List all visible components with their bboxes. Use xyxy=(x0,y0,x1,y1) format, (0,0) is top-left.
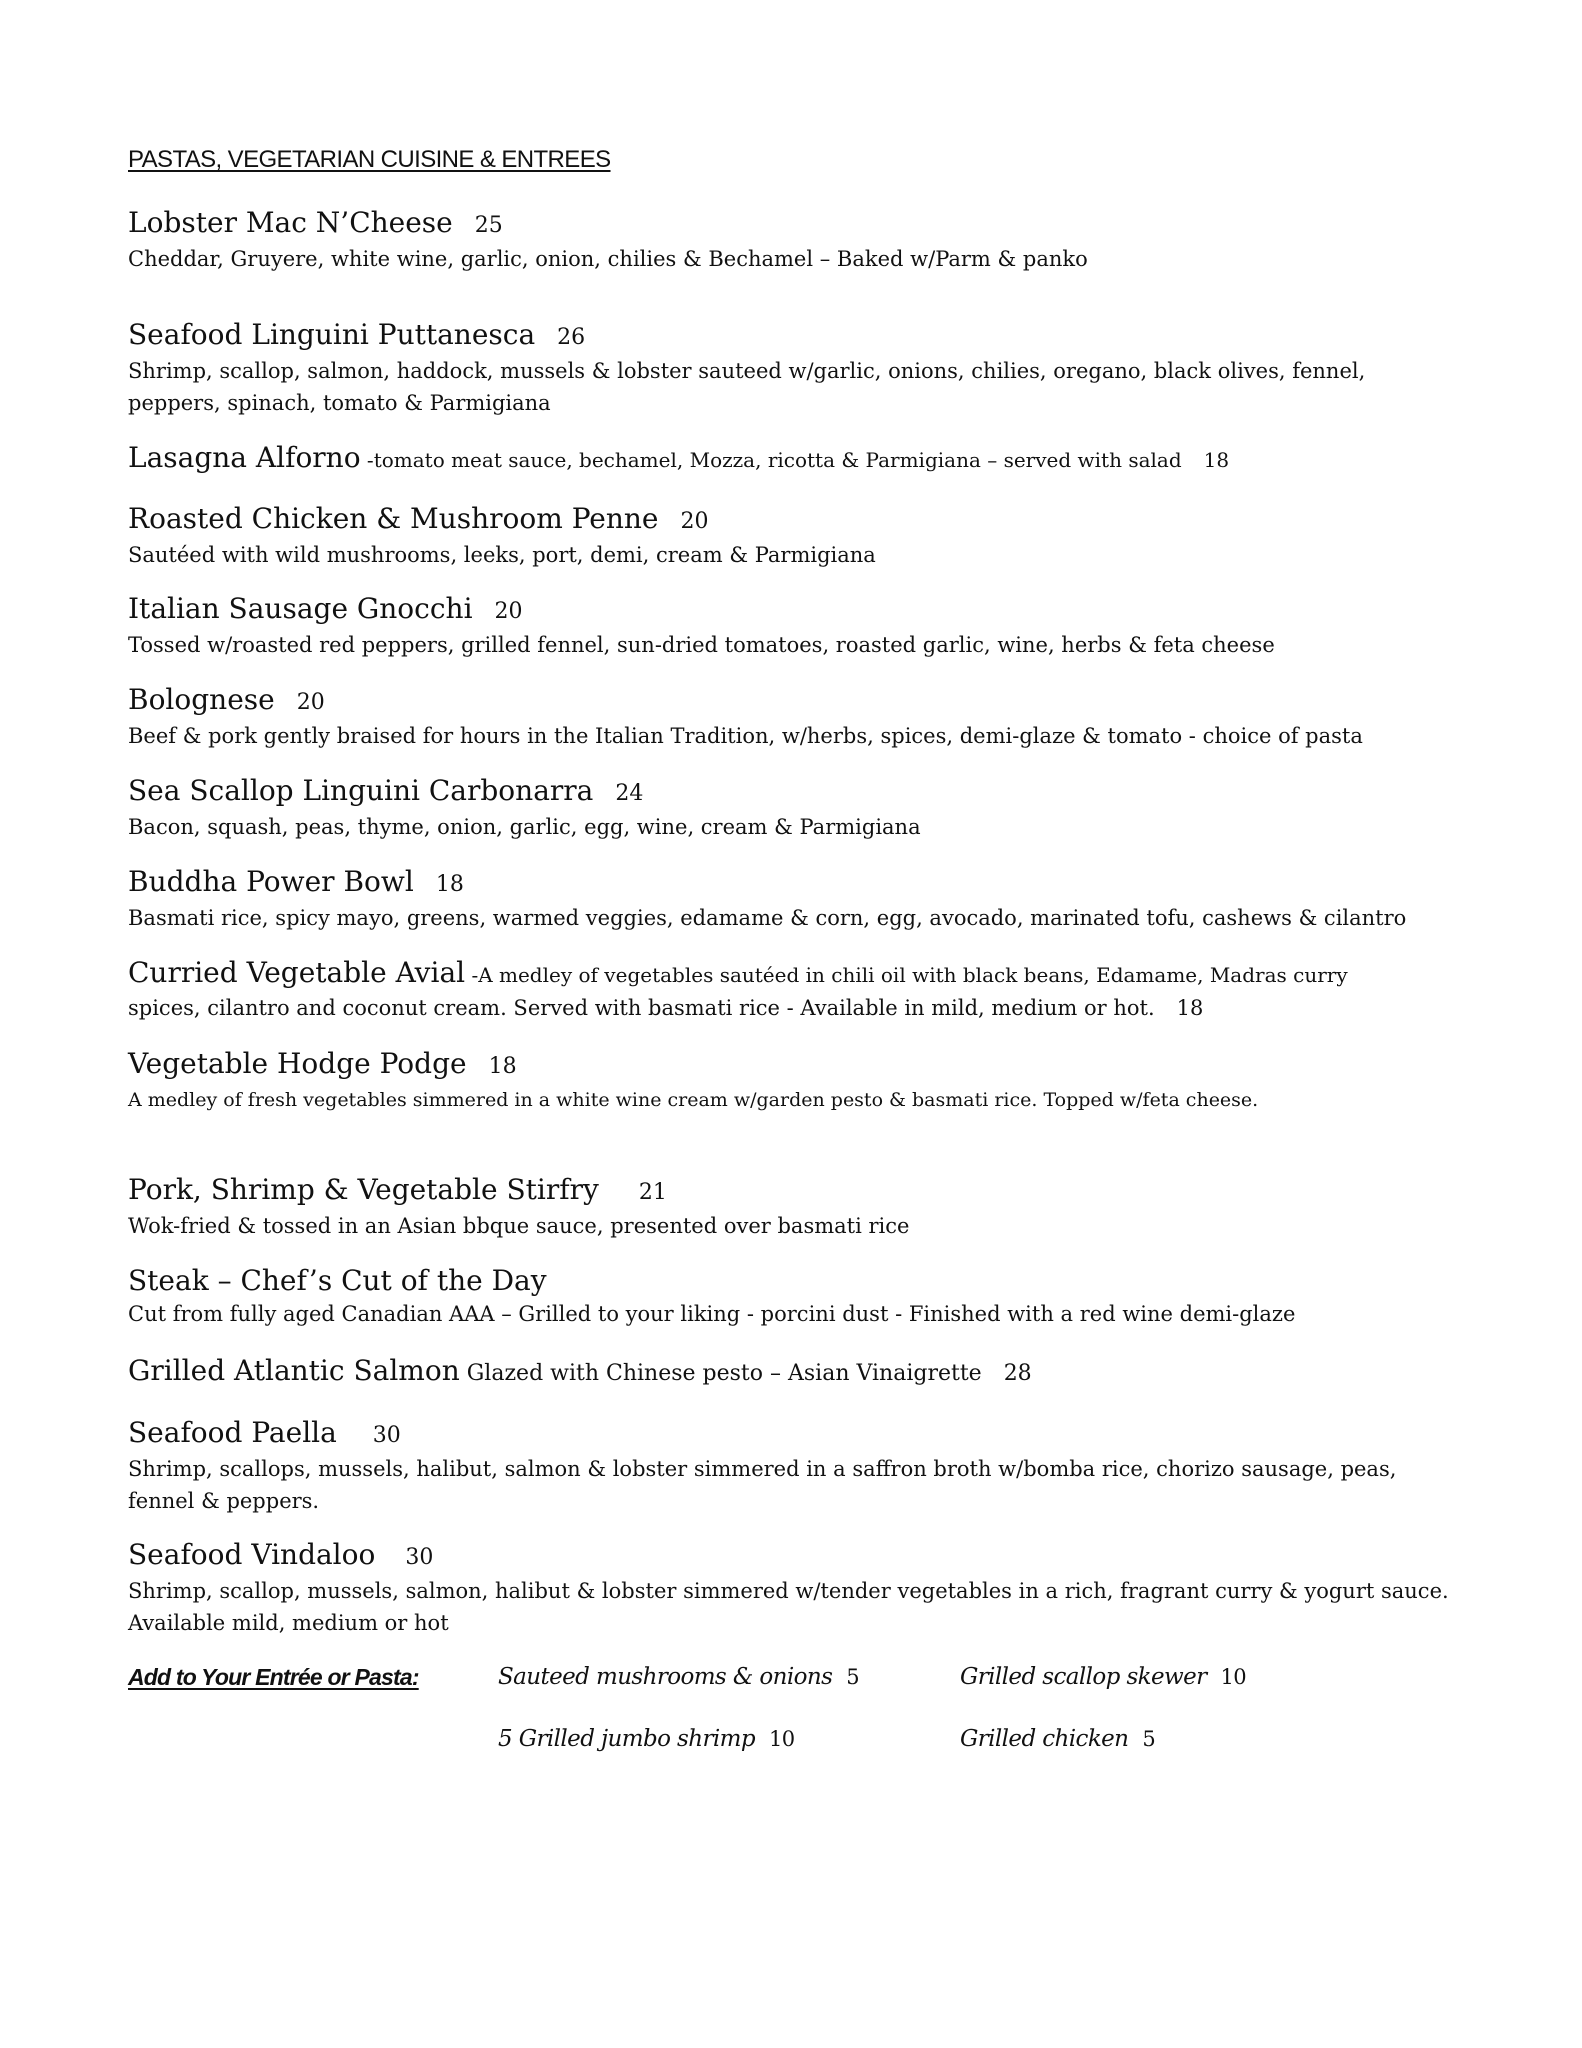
addon-name: Grilled chicken xyxy=(960,1726,1129,1752)
item-title-line xyxy=(128,206,1458,243)
item-description: Shrimp, scallops, mussels, halibut, salmon & lobster simmered in a saffron broth w/bomba rice, chorizo sausage, peas, fennel & peppers. xyxy=(128,1457,1397,1513)
item-description: Cut from fully aged Canadian AAA – Grilled to your liking - porcini dust - Finished with a red wine demi-glaze xyxy=(128,1302,1296,1326)
addon-price: 5 xyxy=(846,1665,860,1689)
menu-item xyxy=(128,502,1458,571)
item-name: Bolognese xyxy=(128,683,275,716)
item-price: 20 xyxy=(494,599,523,624)
item-name: Seafood Linguini Puttanesca xyxy=(128,318,536,351)
item-inline-description: Glazed with Chinese pesto – Asian Vinaigrette xyxy=(459,1361,982,1386)
item-description: Sautéed with wild mushrooms, leeks, port, demi, cream & Parmigiana xyxy=(128,543,876,567)
menu-item xyxy=(128,1264,1458,1330)
item-title-line xyxy=(128,774,1458,811)
item-name: Seafood Vindaloo xyxy=(128,1538,376,1571)
item-title-line xyxy=(128,1354,1458,1391)
menu-item xyxy=(128,592,1458,661)
menu-item xyxy=(128,1416,1458,1517)
addon-option xyxy=(498,1664,859,1690)
item-description: A medley of fresh vegetables simmered in a white wine cream w/garden pesto & basmati rice. Topped w/feta cheese. xyxy=(128,1089,1259,1111)
item-inline-description: -A medley of vegetables sautéed in chili oil with black beans, Edamame, Madras curry xyxy=(465,963,1348,987)
item-description: spices, cilantro and coconut cream. Served with basmati rice - Available in mild, medium or hot. xyxy=(128,996,1155,1020)
item-price: 18 xyxy=(435,872,464,897)
item-name: Lobster Mac N’Cheese xyxy=(128,206,453,239)
item-price: 30 xyxy=(372,1423,401,1448)
item-name: Seafood Paella xyxy=(128,1416,337,1449)
item-description: Basmati rice, spicy mayo, greens, warmed veggies, edamame & corn, egg, avocado, marinated tofu, cashews & cilantro xyxy=(128,906,1407,930)
menu-item xyxy=(128,318,1458,419)
menu-item xyxy=(128,1354,1458,1391)
item-description: Cheddar, Gruyere, white wine, garlic, onion, chilies & Bechamel – Baked w/Parm & panko xyxy=(128,247,1088,271)
item-title-line xyxy=(128,592,1458,629)
menu-item xyxy=(128,956,1458,1024)
item-price: 30 xyxy=(405,1545,434,1570)
addon-price: 10 xyxy=(1220,1665,1247,1689)
item-title-line xyxy=(128,956,1458,992)
addon-name: Sauteed mushrooms & onions xyxy=(498,1664,833,1690)
item-price: 25 xyxy=(474,213,503,238)
menu-item xyxy=(128,774,1458,843)
item-description: Shrimp, scallop, salmon, haddock, mussels & lobster sauteed w/garlic, onions, chilies, oregano, black olives, fennel, peppers, spinach, tomato & Parmigiana xyxy=(128,359,1366,415)
menu-item xyxy=(128,1173,1458,1242)
item-name: Sea Scallop Linguini Carbonarra xyxy=(128,774,594,807)
item-name: Lasagna Alforno xyxy=(128,441,361,474)
item-description: Bacon, squash, peas, thyme, onion, garlic, egg, wine, cream & Parmigiana xyxy=(128,815,921,839)
section-heading: PASTAS, VEGETARIAN CUISINE & ENTREES xyxy=(128,146,611,173)
item-title-line xyxy=(128,441,1458,477)
menu-item xyxy=(128,1538,1458,1639)
item-title-line xyxy=(128,1173,1458,1210)
menu-item xyxy=(128,441,1458,477)
menu-item xyxy=(128,683,1458,752)
addon-name: 5 Grilled jumbo shrimp xyxy=(498,1726,755,1752)
item-name: Pork, Shrimp & Vegetable Stirfry xyxy=(128,1173,599,1206)
menu-item xyxy=(128,206,1458,275)
item-price: 20 xyxy=(296,690,325,715)
item-title-line xyxy=(128,683,1458,720)
item-description-line xyxy=(128,992,1458,1024)
addons-section xyxy=(128,1664,1458,1774)
addon-price: 5 xyxy=(1142,1727,1156,1751)
item-price: 24 xyxy=(615,781,644,806)
item-description: Wok-fried & tossed in an Asian bbque sauce, presented over basmati rice xyxy=(128,1214,910,1238)
item-price: 18 xyxy=(488,1054,517,1079)
item-name: Grilled Atlantic Salmon xyxy=(128,1354,460,1387)
addons-label: Add to Your Entrée or Pasta: xyxy=(128,1664,419,1690)
menu-item xyxy=(128,1047,1458,1116)
item-price: 18 xyxy=(1203,448,1230,472)
item-price: 18 xyxy=(1176,996,1204,1020)
item-title-line xyxy=(128,318,1458,355)
menu-item xyxy=(128,865,1458,934)
item-price: 20 xyxy=(680,509,709,534)
item-title-line xyxy=(128,1538,1458,1575)
item-title-line xyxy=(128,865,1458,902)
item-title-line xyxy=(128,1264,1458,1298)
item-title-line xyxy=(128,1416,1458,1453)
item-price: 26 xyxy=(557,325,586,350)
item-description: Beef & pork gently braised for hours in the Italian Tradition, w/herbs, spices, demi-glaze & tomato - choice of pasta xyxy=(128,724,1363,748)
addon-name: Grilled scallop skewer xyxy=(960,1664,1207,1690)
item-name: Buddha Power Bowl xyxy=(128,865,414,898)
item-inline-description: -tomato meat sauce, bechamel, Mozza, ricotta & Parmigiana – served with salad xyxy=(360,448,1182,472)
item-title-line xyxy=(128,502,1458,539)
addon-option xyxy=(960,1726,1155,1752)
item-name: Roasted Chicken & Mushroom Penne xyxy=(128,502,659,535)
item-name: Italian Sausage Gnocchi xyxy=(128,592,473,625)
item-title-line xyxy=(128,1047,1458,1084)
addon-option xyxy=(960,1664,1246,1690)
item-description: Tossed w/roasted red peppers, grilled fennel, sun-dried tomatoes, roasted garlic, wine, herbs & feta cheese xyxy=(128,633,1275,657)
item-description: Shrimp, scallop, mussels, salmon, halibut & lobster simmered w/tender vegetables in a rich, fragrant curry & yogurt sauce. Available mild, medium or hot xyxy=(128,1579,1449,1635)
item-price: 21 xyxy=(638,1180,667,1205)
addon-price: 10 xyxy=(768,1727,795,1751)
item-name: Vegetable Hodge Podge xyxy=(128,1047,467,1080)
item-name: Steak – Chef’s Cut of the Day xyxy=(128,1264,547,1297)
item-name: Curried Vegetable Avial xyxy=(128,956,466,989)
addon-option xyxy=(498,1726,795,1752)
item-price: 28 xyxy=(1003,1361,1032,1386)
